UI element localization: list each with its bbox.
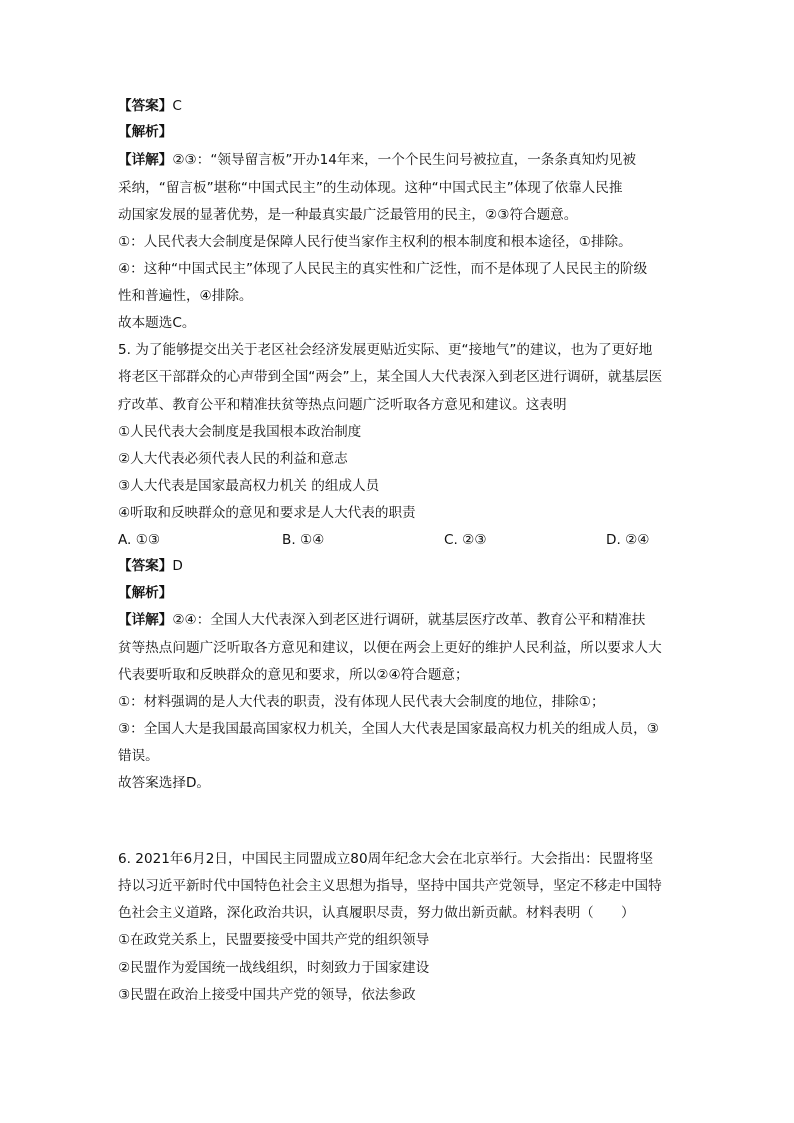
q5-stem-line: 将老区干部群众的心声带到全国“两会”上，某全国人大代表深入到老区进行调研，就基层医 xyxy=(118,369,663,385)
q4-detail-line: 【详解】②③：“领导留言板”开办14年来，一个个民生问号被拉直，一条条真知灼见被 xyxy=(118,152,636,168)
answer-label: 【答案】 xyxy=(118,558,173,574)
q5-detail-line: 错误。 xyxy=(118,748,159,764)
q5-detail-line: 【详解】②④：全国人大代表深入到老区进行调研，就基层医疗改革、教育公平和精准扶 xyxy=(118,612,646,628)
detail-label: 【详解】 xyxy=(118,152,173,168)
q4-detail-line: 故本题选C。 xyxy=(118,315,196,331)
answer-label: 【答案】 xyxy=(118,98,173,114)
option-a: A. ①③ xyxy=(118,532,161,548)
q5-options xyxy=(118,528,678,552)
answer-value: C xyxy=(172,98,182,114)
q4-detail-line: 采纳，“留言板”堪称“中国式民主”的生动体现。这种“中国式民主”体现了依靠人民推 xyxy=(118,180,623,196)
option-b: B. ①④ xyxy=(282,532,325,548)
option-c: C. ②③ xyxy=(444,532,487,548)
option-d: D. ②④ xyxy=(606,532,650,548)
q5-detail-line: ①：材料强调的是人大代表的职责，没有体现人民代表大会制度的地位，排除①； xyxy=(118,694,605,710)
q5-stem-line: 疗改革、教育公平和精准扶贫等热点问题广泛听取各方意见和建议。这表明 xyxy=(118,397,567,413)
q6-stem-line: 持以习近平新时代中国特色社会主义思想为指导，坚持中国共产党领导，坚定不移走中国特 xyxy=(118,878,662,894)
q6-statement: ②民盟作为爱国统一战线组织，时刻致力于国家建设 xyxy=(118,960,430,976)
detail-label: 【详解】 xyxy=(118,612,173,628)
q4-detail-line: ①：人民代表大会制度是保障人民行使当家作主权利的根本制度和根本途径，①排除。 xyxy=(118,234,632,250)
q4-detail-line: ④：这种“中国式民主”体现了人民民主的真实性和广泛性，而不是体现了人民民主的阶级 xyxy=(118,261,648,277)
answer-value: D xyxy=(172,558,183,574)
q5-statement: ①人民代表大会制度是我国根本政治制度 xyxy=(118,424,362,440)
q6-statement: ①在政党关系上，民盟要接受中国共产党的组织领导 xyxy=(118,932,430,948)
q4-analysis-label: 【解析】 xyxy=(118,124,173,140)
q4-detail-line: 性和普遍性，④排除。 xyxy=(118,288,253,304)
q5-answer-line xyxy=(118,554,678,578)
q5-statement: ④听取和反映群众的意见和要求是人大代表的职责 xyxy=(118,505,416,521)
q6-stem-line: 色社会主义道路，深化政治共识，认真履职尽责，努力做出新贡献。材料表明（ ） xyxy=(118,905,635,921)
q5-statement: ②人大代表必须代表人民的利益和意志 xyxy=(118,451,348,467)
q5-analysis-label: 【解析】 xyxy=(118,585,173,601)
q4-answer-line xyxy=(118,94,678,118)
q5-stem-line: 5. 为了能够提交出关于老区社会经济发展更贴近实际、更“接地气”的建议，也为了更好地 xyxy=(118,342,653,358)
q5-detail-line: 代表要听取和反映群众的意见和要求，所以②④符合题意； xyxy=(118,667,469,683)
q6-stem-line: 6. 2021年6月2日，中国民主同盟成立80周年纪念大会在北京举行。大会指出：民盟将坚 xyxy=(118,851,654,867)
q5-detail-line: 贫等热点问题广泛听取各方意见和建议，以便在两会上更好的维护人民利益，所以要求人大 xyxy=(118,640,662,656)
q5-detail-line: ③：全国人大是我国最高国家权力机关，全国人大代表是国家最高权力机关的组成人员，③ xyxy=(118,721,659,737)
q4-detail-line: 动国家发展的显著优势，是一种最真实最广泛最管用的民主，②③符合题意。 xyxy=(118,207,578,223)
q5-detail-line: 故答案选择D。 xyxy=(118,775,211,791)
q5-statement: ③人大代表是国家最高权力机关 的组成人员 xyxy=(118,478,380,494)
q6-statement: ③民盟在政治上接受中国共产党的领导，依法参政 xyxy=(118,987,416,1003)
